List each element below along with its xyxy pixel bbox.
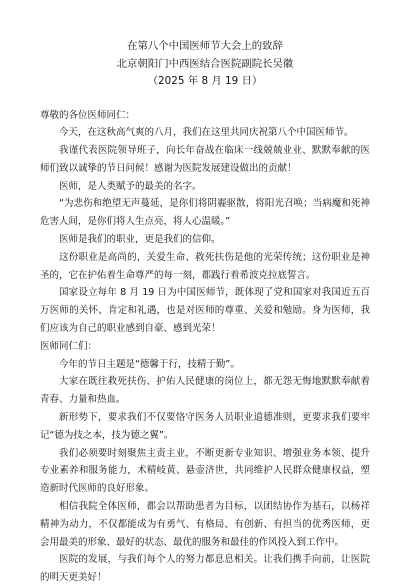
- speech-body: [40, 107, 370, 587]
- paragraph: 新形势下，要求我们不仅要恪守医务人员职业道德准则，更要求我们要牢记“德为技之本，技为德之翼”。: [40, 409, 370, 445]
- speech-title: 在第八个中国医师节大会上的致辞: [40, 38, 370, 56]
- speech-header: [40, 38, 370, 91]
- paragraph: 尊敬的各位医师同仁：: [40, 107, 370, 125]
- paragraph: 医师，是人类赋予的最美的名字。: [40, 178, 370, 196]
- paragraph: 今年的节日主题是“德馨于行，技精于勤”。: [40, 356, 370, 374]
- paragraph: “为悲伤和绝望无声蔓延，是你们将阴霾驱散，将阳光召唤；当病魔和死神危害人间，是你们将人生点亮，将人心温暖。”: [40, 195, 370, 231]
- paragraph: 今天，在这秋高气爽的八月，我们在这里共同庆祝第八个中国医师节。: [40, 124, 370, 142]
- paragraph: 相信我院全体医师，都会以帮助患者为目标，以团结协作为基石，以杨祥精神为动力，不仅都能成为有勇气、有格局、有创新、有担当的优秀医师，更会用最美的形象、最好的状态、最优的服务和最佳的作风投入到工作中。: [40, 498, 370, 551]
- paragraph: 医师是我们的职业，更是我们的信仰。: [40, 231, 370, 249]
- paragraph: 医院的发展，与我们每个人的努力都息息相关。让我们携手向前，让医院的明天更美好！: [40, 551, 370, 587]
- paragraph: 大家在既往救死扶伤、护佑人民健康的岗位上，都无怨无悔地默默奉献着青春、力量和热血。: [40, 373, 370, 409]
- paragraph: 我谨代表医院领导班子，向长年奋战在临床一线兢兢业业、默默奉献的医师们致以诚挚的节日问候！感谢为医院发展建设做出的贡献！: [40, 142, 370, 178]
- paragraph: 医师同仁们：: [40, 338, 370, 356]
- paragraph: 国家设立每年 8 月 19 日为中国医师节，既体现了党和国家对我国近五百万医师的关怀、肯定和礼遇，也是对医师的尊重、关爱和勉励。身为医师，我们应该为自己的职业感到自豪、感到光荣！: [40, 284, 370, 337]
- speech-author: 北京朝阳门中西医结合医院副院长吴徽: [40, 56, 370, 74]
- paragraph: 这份职业是高尚的，关爱生命、救死扶伤是他的光荣传统；这份职业是神圣的，它在护佑着生命尊严的每一刻，都践行着希波克拉底誓言。: [40, 249, 370, 285]
- speech-date: （2025 年 8 月 19 日）: [40, 73, 370, 91]
- paragraph: 我们必须要时刻聚焦主责主业，不断更新专业知识、增强业务本领、提升专业素养和服务能力，术精岐黄、悬壶济世，共同维护人民群众健康权益，塑造新时代医师的良好形象。: [40, 445, 370, 498]
